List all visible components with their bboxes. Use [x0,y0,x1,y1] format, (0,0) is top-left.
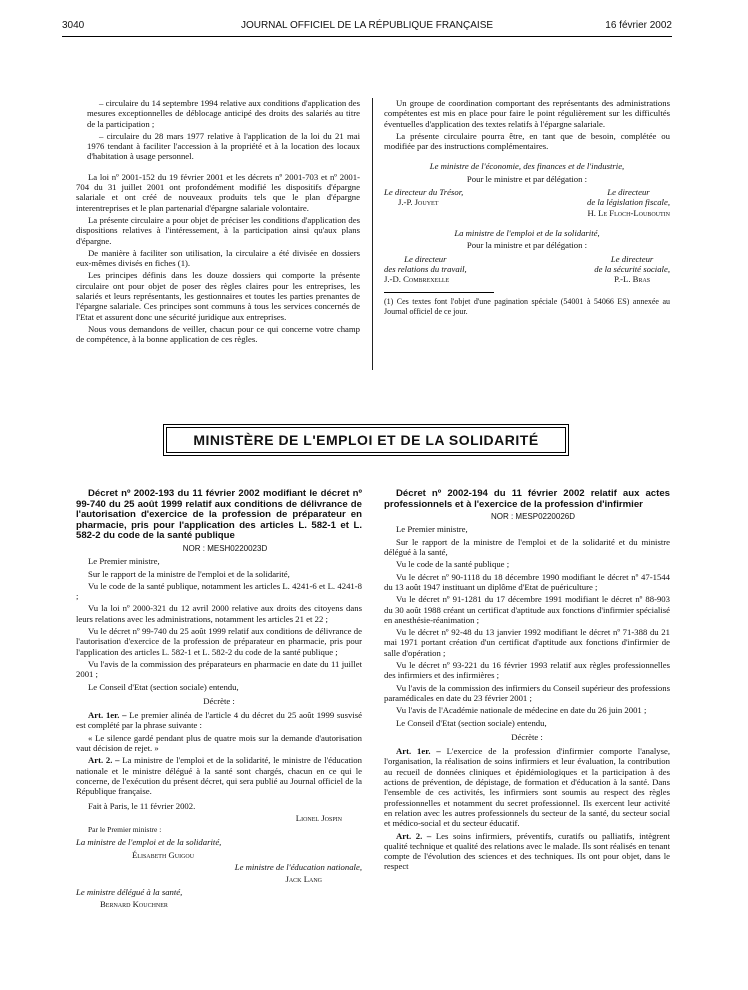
minister-name: Élisabeth Guigou [132,849,195,860]
signatory-name: J.-P. Jouyet [398,197,439,208]
article-quote: « Le silence gardé pendant plus de quatre mois sur la demande d'autorisation vaut décision de rejet. » [76,732,362,754]
article-2: Art. 2. – La ministre de l'emploi et de la solidarité, le ministre de l'éducation nationale et le ministre délégué à la santé sont chargés, chacun en ce qui le concerne, de l'exécution du présent décret, qui sera publié au Journal officiel de la République française. [76,755,362,797]
pm-signature: Lionel Jospin [295,812,342,823]
paragraph: Le Conseil d'Etat (section sociale) entendu, [396,717,547,728]
nor-reference: NOR : MESP0220026D [490,512,576,522]
paragraph: La loi nº 2001-152 du 19 février 2001 et les décrets nº 2001-703 et nº 2001-704 du 31 juillet 2001 ont profondément modifié les dispositifs d'épargne salariale et ont créé de nouveaux produits tels que le plan d'épargne interentreprises et le plan partenarial d'épargne salariale volontaire. [76,171,360,213]
decree-2002-193 [76,489,362,911]
page-header [62,20,672,34]
paragraph: Un groupe de coordination comportant des représentants des administrations compétentes est mis en place pour faire le point régulièrement sur les difficultés éventuelles d'application des textes relatifs à l'épargne salariale. [384,98,670,129]
top-right-column [384,98,670,318]
paragraph: Vu le code de la santé publique ; [396,559,510,570]
decrete-heading: Décrète : [203,695,235,706]
minister-employment: La ministre de l'emploi et de la solidarité, [454,227,600,238]
signatory-title: Le directeur du Trésor, [384,187,464,198]
signatory-title: de la sécurité sociale, [594,263,670,274]
article-label: Art. 2. – [88,755,120,766]
paragraph: Les principes définis dans les douze dossiers qui comporte la présente circulaire ont pour objet de poser des règles claires pour les entreprises, les salariés et leurs représentants, les gestionnaires et toutes les parties prenantes de l'épargne salariale. Ces principes sont communs à tous les services concernés de l'Etat et assurent donc une sécurité juridique aux entreprises. [76,270,360,322]
article-label: Art. 1er. – [88,710,127,721]
column-divider [372,98,373,370]
signatory-title: des relations du travail, [384,263,467,274]
signature-row [384,254,670,285]
ministry-banner: MINISTÈRE DE L'EMPLOI ET DE LA SOLIDARITÉ [166,427,566,453]
delegation-line: Pour la ministre et par délégation : [466,240,588,251]
page-number: 3040 [62,20,85,31]
decree-2002-194 [384,489,670,874]
minister-title: Le ministre délégué à la santé, [76,886,183,897]
footnote: (1) Ces textes font l'objet d'une pagination spéciale (54001 à 54066 ES) annexée au Journal officiel de ce jour. [384,297,670,316]
article-2: Art. 2. – Les soins infirmiers, préventifs, curatifs ou palliatifs, intègrent qualité technique et qualité des relations avec le malade. Ils sont réalisés en tenant compte de l'évolution des sciences et des techniques. Ils ont pour objet, dans le respect [384,830,670,872]
paragraph: Sur le rapport de la ministre de l'emploi et de la solidarité, [88,568,290,579]
signatory-name: P.-L. Bras [614,274,651,285]
signatory-title: de la législation fiscale, [586,197,670,208]
delegation-line: Pour le ministre et par délégation : [466,173,588,184]
paragraph: De manière à faciliter son utilisation, la circulaire a été divisée en dossiers eux-mêmes divisés en fiches (1). [76,247,360,269]
nor-reference: NOR : MESH0220023D [182,543,268,553]
decrete-heading: Décrète : [511,731,543,742]
done-at: Fait à Paris, le 11 février 2002. [88,800,196,811]
paragraph: Sur le rapport de la ministre de l'emploi et de la solidarité et du ministre délégué à la santé, [384,536,670,558]
paragraph: Le Premier ministre, [88,556,160,567]
minister-name: Bernard Kouchner [100,898,168,909]
decree-title: Décret nº 2002-193 du 11 février 2002 modifiant le décret nº 99-740 du 25 août 1999 relatif aux conditions de délivrance de l'autorisation d'exercice de la profession de préparateur en pharmacie, pris pour l'application des articles L. 582-1 et L. 582-2 du code de la santé publique [76,488,362,542]
header-rule [62,36,672,37]
par-le-premier-ministre: Par le Premier ministre : [88,825,162,835]
top-left-column [76,98,360,347]
paragraph: Vu la loi nº 2000-321 du 12 avril 2000 relative aux droits des citoyens dans leurs relations avec les administrations, notamment les articles 21 et 22 ; [76,603,362,624]
issue-date: 16 février 2002 [605,20,672,31]
signatory-title: Le directeur [607,187,650,198]
minister-name: Jack Lang [285,874,322,885]
article-label: Art. 1er. – [396,746,441,757]
signature-row [384,187,670,218]
paragraph: Le Premier ministre, [396,524,468,535]
paragraph: Vu l'avis de la commission des préparateurs en pharmacie en date du 11 juillet 2001 ; [76,658,362,680]
list-item: – circulaire du 14 septembre 1994 relative aux conditions d'application des mesures exceptionnelles de déblocage anticipé des droits des salariés au titre de la participation ; [87,98,361,129]
minister-economy: Le ministre de l'économie, des finances et de l'industrie, [429,161,625,172]
paragraph: Vu le décret nº 92-48 du 13 janvier 1992 modifiant le décret nº 71-388 du 21 mai 1971 portant création d'un certificat d'aptitude aux fonctions d'infirmier de salle d'opération ; [384,627,670,658]
minister-title: Le ministre de l'éducation nationale, [234,861,362,872]
signatory-title: Le directeur [610,253,654,264]
paragraph: Vu l'avis de la commission des infirmiers du Conseil supérieur des professions paramédicales en date du 23 février 2001 ; [384,682,670,703]
paragraph: Vu le décret nº 99-740 du 25 août 1999 relatif aux conditions de délivrance de l'autorisation d'exercice de la profession de préparateur en pharmacie, pris pour l'application des articles L. 582-1 et L. 582-2 du code de la santé publique ; [76,626,362,657]
paragraph: Nous vous demandons de veiller, chacun pour ce qui concerne votre champ de compétence, à la bonne application de ces règles. [76,323,360,345]
footnote-rule [384,292,494,293]
list-item: – circulaire du 28 mars 1977 relative à l'application de la loi du 21 mai 1976 tendant à faciliter l'accession à la propriété et à la location des locaux d'habitation à usage personnel. [87,130,360,162]
journal-title: JOURNAL OFFICIEL DE LA RÉPUBLIQUE FRANÇAISE [240,20,494,31]
paragraph: Vu l'avis de l'Académie nationale de médecine en date du 26 juin 2001 ; [396,705,647,716]
signatory-name: H. Le Floch-Louboutin [587,207,670,218]
decree-title: Décret nº 2002-194 du 11 février 2002 relatif aux actes professionnels et à l'exercice de la profession d'infirmier [384,488,670,510]
article-1: Art. 1er. – Le premier alinéa de l'article 4 du décret du 25 août 1999 susvisé est complété par la phrase suivante : [76,710,363,731]
signatory-name: J.-D. Combrexelle [384,274,450,285]
paragraph: Vu le décret nº 91-1281 du 17 décembre 1991 modifiant le décret nº 88-903 du 30 août 1988 créant un certificat d'aptitude aux fonctions d'infirmier spécialisé en anesthésie-réanimation ; [384,594,670,625]
article-1: Art. 1er. – L'exercice de la profession d'infirmier comporte l'analyse, l'organisation, la réalisation de soins infirmiers et leur évaluation, la contribution au recueil de données cliniques et épidémiologiques et la participation à des actions de prévention, de dépistage, de formation et d'éducation à la santé. Dans l'ensemble de ces activités, les infirmiers sont soumis au respect des règles professionnelles et notamment du secret professionnel. Ils exercent leur activité en relation avec les autres professionnels du secteur de la santé, du secteur social et médico-social et du secteur éducatif. [384,746,671,829]
paragraph: La présente circulaire a pour objet de préciser les conditions d'application des dispositions relatives à l'intéressement, à la participation ainsi qu'aux plans d'épargne. [76,214,360,246]
paragraph: Vu le décret nº 90-1118 du 18 décembre 1990 modifiant le décret nº 47-1544 du 13 août 1947 instituant un diplôme d'Etat de puériculture ; [384,571,670,592]
minister-title: La ministre de l'emploi et de la solidarité, [76,837,222,848]
article-label: Art. 2. – [396,830,432,841]
paragraph: Le Conseil d'Etat (section sociale) entendu, [88,681,239,692]
paragraph: Vu le code de la santé publique, notamment les articles L. 4241-6 et L. 4241-8 ; [76,580,362,602]
paragraph: Vu le décret nº 93-221 du 16 février 1993 relatif aux règles professionnelles des infirmiers et des infirmières ; [384,660,670,681]
signatory-title: Le directeur [404,253,447,264]
paragraph: La présente circulaire pourra être, en tant que de besoin, complétée ou modifiée par des instructions complémentaires. [384,130,670,152]
